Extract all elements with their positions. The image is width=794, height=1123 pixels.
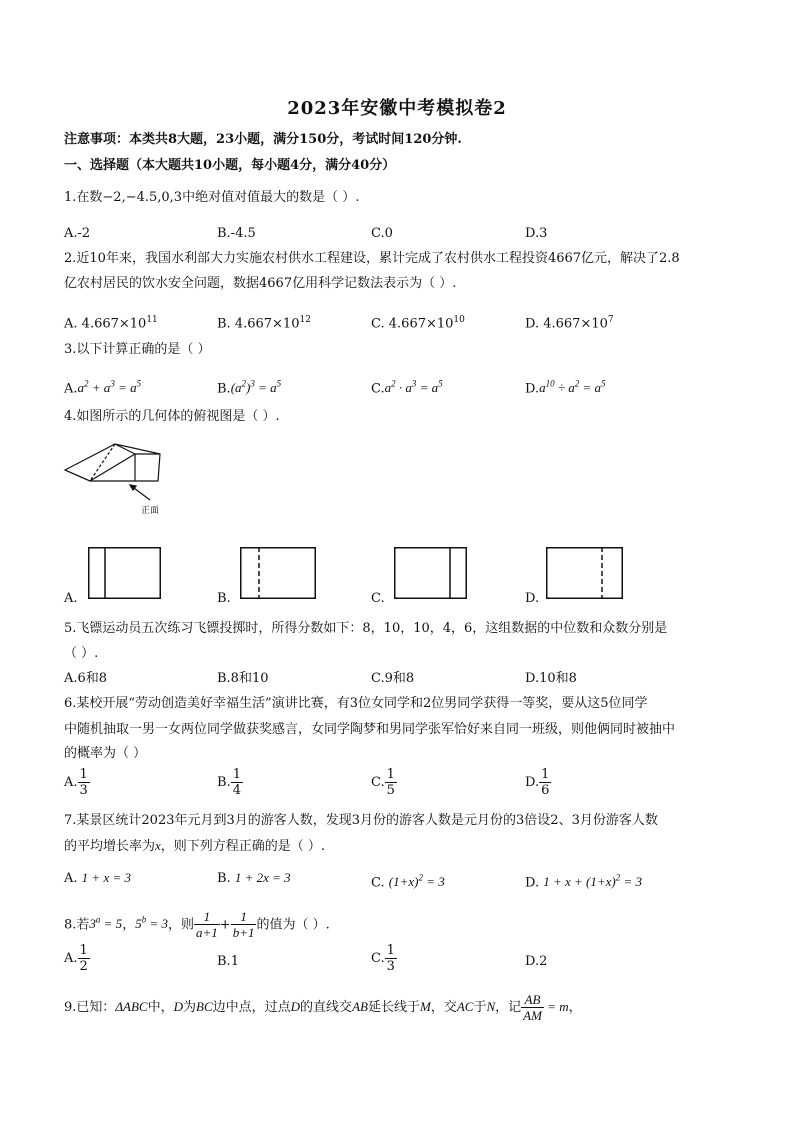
question-6-stem-line2: 中随机抽取一男一女两位同学做获奖感言，女同学陶梦和男同学张军恰好来自同一班级，则他俩同时被抽中 — [64, 722, 676, 737]
q8-option-c[interactable]: C. $\frac{1}{3}$ — [371, 943, 395, 974]
q6-option-c[interactable]: C. $\frac{1}{5}$ — [371, 767, 395, 798]
q5-option-c[interactable]: C.9和8 — [371, 671, 415, 686]
question-4-stem: 4.如图所示的几何体的俯视图是（ ）. — [64, 409, 280, 424]
question-6-stem-line1: 6.某校开展“劳动创造美好幸福生活”演讲比赛，有3位女同学和2位男同学获得一等奖，要从这5位同学 — [64, 696, 648, 711]
q8-option-d[interactable]: D.2 — [525, 954, 548, 969]
q7-c-expr: $(1+x)^2 = 3$ — [388, 873, 445, 890]
question-5-stem-line2: （ ）. — [64, 646, 99, 661]
q6-option-b[interactable]: B. $\frac{1}{4}$ — [217, 767, 241, 798]
q8-option-a[interactable]: A. $\frac{1}{2}$ — [64, 943, 88, 974]
q4-option-d[interactable]: D. — [525, 591, 540, 606]
q5-option-b[interactable]: B.8和10 — [217, 671, 269, 686]
q4-option-c[interactable]: C. — [371, 591, 385, 606]
q7-b-expr: 1 + 2x = 3 — [234, 870, 291, 885]
q3-a-expr: $a^2 + a^3 = a^5$ — [77, 379, 142, 396]
question-3-stem: 3.以下计算正确的是（ ） — [64, 342, 211, 357]
q2-option-d[interactable]: D. $4.667\times 10^7$ — [525, 315, 614, 332]
question-2-stem-line2: 亿农村居民的饮水安全问题，数据4667亿用科学记数法表示为（ ）. — [64, 276, 457, 291]
page-title: 2023年安徽中考模拟卷2 — [287, 98, 507, 119]
q3-option-c[interactable]: $C.a^2 \cdot a^3 = a^5$ — [371, 379, 443, 397]
q1-option-c[interactable]: C.0 — [371, 226, 393, 241]
front-view-label: 正面 — [141, 506, 160, 516]
q3-option-d[interactable]: $D.a^{10} \div a^2 = a^5$ — [525, 379, 606, 397]
q4-option-b[interactable]: B. — [217, 591, 231, 606]
section-heading: 一、选择题（本大题共10小题，每小题4分，满分40分） — [64, 158, 396, 173]
q5-option-d[interactable]: D.10和8 — [525, 671, 577, 686]
q1-option-a[interactable]: A.-2 — [64, 226, 91, 241]
q9-frac: $\frac{AB}{AM}$ — [523, 992, 542, 1023]
q8-option-b[interactable]: B.1 — [217, 954, 239, 969]
q5-option-a[interactable]: A.6和8 — [64, 671, 108, 686]
q6-option-a[interactable]: A. $\frac{1}{3}$ — [64, 767, 88, 798]
q4-option-b-figure[interactable] — [240, 547, 316, 599]
q4-option-a[interactable]: A. — [64, 591, 78, 606]
question-5-stem-line1: 5.飞镖运动员五次练习飞镖投掷时，所得分数如下：8，10，10，4，6，这组数据的中位数和众数分别是 — [64, 621, 668, 636]
q3-option-a[interactable]: $A.a^2 + a^3 = a^5$ — [64, 379, 142, 397]
q6-option-d[interactable]: D. $\frac{1}{6}$ — [525, 767, 550, 798]
q3-d-expr: $a^{10} \div a^2 = a^5$ — [539, 379, 606, 396]
question-1-stem: 1.在数−2,−4.5,0,3中绝对值对值最大的数是（ ）. — [64, 190, 360, 205]
q3-c-expr: $a^2 \cdot a^3 = a^5$ — [384, 379, 443, 396]
q2-option-b[interactable]: B. $4.667\times 10^{12}$ — [217, 315, 311, 332]
question-7-stem-line1: 7.某景区统计2023年元月到3月的游客人数，发现3月份的游客人数是元月份的3倍设2、3月份游客人数 — [64, 813, 658, 828]
question-2-stem-line1: 2.近10年来，我国水利部大力实施农村供水工程建设，累计完成了农村供水工程投资4667亿元，解决了2.8 — [64, 251, 680, 266]
q3-b-expr: $(a^2)^3 = a^5$ — [230, 379, 282, 396]
q4-option-a-figure[interactable] — [88, 547, 161, 599]
q8-frac1: $\frac{1}{a+1}$ — [196, 909, 218, 941]
q8-cond2: $5^b = 3$ — [135, 915, 168, 932]
q7-d-expr: $1 + x + (1+x)^2 = 3$ — [543, 873, 643, 890]
question-7-stem-line2: 的平均增长率为x，则下列方程正确的是（ ）. — [64, 838, 326, 854]
q8-cond1: $3^a = 5$ — [89, 915, 123, 932]
q7-a-expr: 1 + x = 3 — [81, 870, 131, 885]
q7-option-c[interactable]: C. $(1+x)^2 = 3$ — [371, 873, 445, 891]
q7-option-a[interactable]: A. 1 + x = 3 — [64, 870, 131, 886]
q7-option-b[interactable]: B. 1 + 2x = 3 — [217, 870, 291, 886]
q2-option-c[interactable]: C. $4.667\times 10^{10}$ — [371, 315, 465, 332]
question-8-stem: 8.若$3^a = 5$，$5^b = 3$，则 $\frac{1}{a+1}$ + $\frac{1}{b+1}$ 的值为（ ）. — [64, 909, 330, 941]
q7-option-d[interactable]: D. $1 + x + (1+x)^2 = 3$ — [525, 873, 643, 891]
q4-option-c-figure[interactable] — [394, 547, 467, 599]
q2-option-a[interactable]: A. $4.667\times 10^{11}$ — [64, 315, 158, 332]
q3-option-b[interactable]: $B.(a^2)^3 = a^5$ — [217, 379, 282, 397]
q8-frac2: $\frac{1}{b+1}$ — [232, 909, 255, 941]
notice: 注意事项：本类共8大题，23小题，满分150分，考试时间120分钟. — [64, 132, 462, 147]
q1-option-d[interactable]: D.3 — [525, 226, 548, 241]
question-6-stem-line3: 的概率为（ ） — [64, 746, 147, 761]
question-9-stem: 9.已知：ΔABC中，D为BC边中点，过点D的直线交AB延长线于M，交AC于N，记 $\frac{AB}{AM}$ = m， — [64, 992, 582, 1023]
q4-option-d-figure[interactable] — [546, 547, 623, 599]
q1-option-b[interactable]: B.-4.5 — [217, 226, 256, 241]
